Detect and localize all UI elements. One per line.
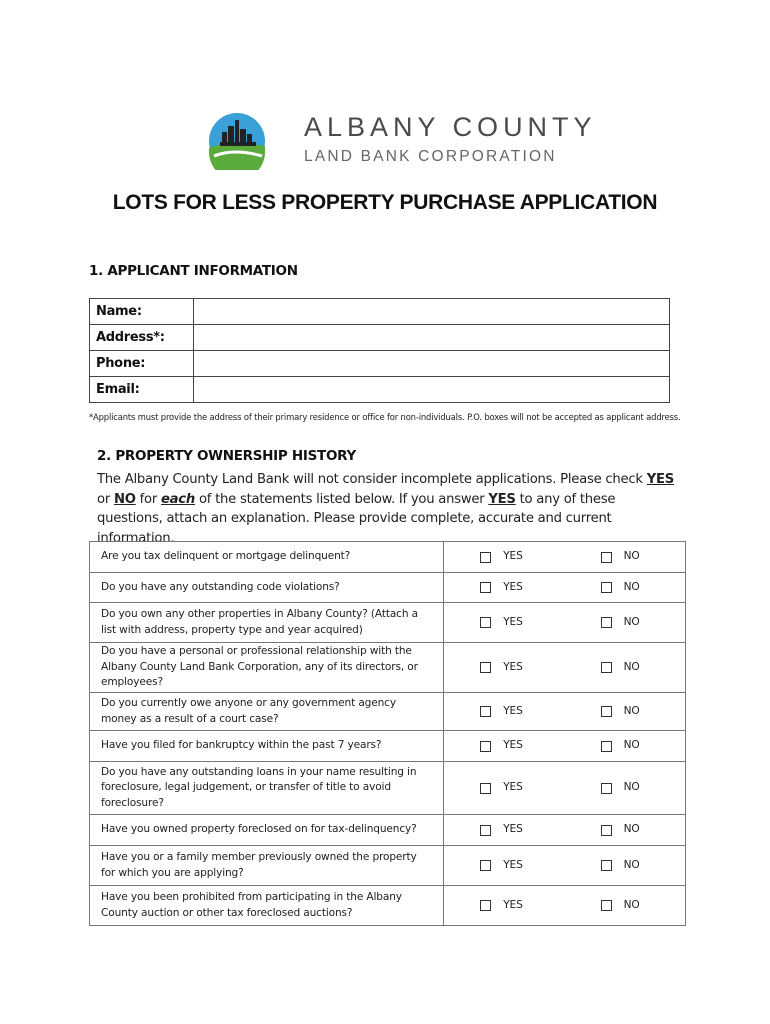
no-checkbox[interactable] bbox=[601, 582, 612, 593]
question-text: Do you have a personal or professional relationship with the Albany County Land Bank Corporation, any of its directors, or employees? bbox=[90, 643, 444, 693]
intro-text: to any of these questions, attach an explanation. Please provide complete, accurate and current information. bbox=[97, 491, 616, 546]
no-checkbox[interactable] bbox=[601, 706, 612, 717]
intro-text: or bbox=[97, 491, 114, 507]
section-2-intro bbox=[97, 470, 677, 548]
no-label: NO bbox=[623, 580, 640, 593]
no-option[interactable] bbox=[601, 858, 685, 874]
no-option-cell bbox=[565, 815, 686, 846]
yes-checkbox[interactable] bbox=[480, 783, 491, 794]
yes-option-cell bbox=[444, 693, 565, 731]
intro-each-emphasis: each bbox=[160, 491, 196, 507]
yes-option-cell bbox=[444, 762, 565, 815]
email-field[interactable] bbox=[194, 377, 670, 403]
field-row-phone bbox=[90, 351, 670, 377]
yes-option[interactable] bbox=[480, 822, 564, 838]
yes-option-cell bbox=[444, 573, 565, 603]
intro-text: The Albany County Land Bank will not consider incomplete applications. Please check bbox=[97, 472, 647, 487]
yes-checkbox[interactable] bbox=[480, 825, 491, 836]
question-text: Do you currently owe anyone or any government agency money as a result of a court case? bbox=[90, 693, 444, 731]
no-label: NO bbox=[623, 550, 640, 563]
no-checkbox[interactable] bbox=[601, 552, 612, 563]
yes-label: YES bbox=[503, 823, 523, 836]
intro-text: of the statements listed below. If you answer bbox=[195, 491, 489, 507]
no-checkbox[interactable] bbox=[601, 783, 612, 794]
page-title: LOTS FOR LESS PROPERTY PURCHASE APPLICATION bbox=[112, 191, 658, 214]
question-row bbox=[90, 603, 686, 643]
no-option[interactable] bbox=[601, 738, 685, 754]
no-label: NO bbox=[623, 660, 640, 673]
yes-label: YES bbox=[503, 704, 523, 717]
no-checkbox[interactable] bbox=[601, 825, 612, 836]
yes-option-cell bbox=[444, 542, 565, 573]
no-label: NO bbox=[623, 858, 640, 871]
no-option-cell bbox=[565, 542, 686, 573]
albany-county-land-bank-logo bbox=[208, 112, 597, 174]
section-1-heading: 1. APPLICANT INFORMATION bbox=[89, 263, 298, 279]
intro-text: for bbox=[135, 491, 161, 507]
no-option-cell bbox=[565, 643, 686, 693]
question-text: Do you own any other properties in Albany County? (Attach a list with address, property type and year acquired) bbox=[90, 603, 444, 643]
no-option-cell bbox=[565, 731, 686, 762]
question-text: Do you have any outstanding code violations? bbox=[90, 573, 444, 603]
no-option[interactable] bbox=[601, 822, 685, 838]
yes-label: YES bbox=[503, 739, 523, 752]
yes-checkbox[interactable] bbox=[480, 706, 491, 717]
logo-line-1: ALBANY COUNTY bbox=[304, 112, 597, 142]
yes-label: YES bbox=[503, 858, 523, 871]
question-row bbox=[90, 643, 686, 693]
no-option-cell bbox=[565, 846, 686, 886]
yes-option[interactable] bbox=[480, 549, 564, 565]
question-text: Have you been prohibited from participating in the Albany County auction or other tax foreclosed auctions? bbox=[90, 886, 444, 926]
applicant-info-table bbox=[89, 298, 670, 403]
yes-checkbox[interactable] bbox=[480, 582, 491, 593]
no-checkbox[interactable] bbox=[601, 741, 612, 752]
section-2-heading: 2. PROPERTY OWNERSHIP HISTORY bbox=[97, 448, 356, 464]
yes-checkbox[interactable] bbox=[480, 552, 491, 563]
yes-checkbox[interactable] bbox=[480, 900, 491, 911]
yes-option[interactable] bbox=[480, 898, 564, 914]
yes-option[interactable] bbox=[480, 615, 564, 631]
intro-no-emphasis: NO bbox=[113, 491, 136, 507]
no-option-cell bbox=[565, 693, 686, 731]
no-option[interactable] bbox=[601, 660, 685, 676]
no-checkbox[interactable] bbox=[601, 662, 612, 673]
no-checkbox[interactable] bbox=[601, 617, 612, 628]
field-row-name bbox=[90, 299, 670, 325]
yes-option[interactable] bbox=[480, 704, 564, 720]
question-text: Do you have any outstanding loans in your name resulting in foreclosure, legal judgement, or transfer of title to avoid foreclosure? bbox=[90, 762, 444, 815]
yes-checkbox[interactable] bbox=[480, 741, 491, 752]
intro-yes-emphasis: YES bbox=[646, 472, 675, 487]
yes-label: YES bbox=[503, 660, 523, 673]
question-text: Are you tax delinquent or mortgage delinquent? bbox=[90, 542, 444, 573]
yes-option-cell bbox=[444, 846, 565, 886]
question-row bbox=[90, 762, 686, 815]
yes-label: YES bbox=[503, 550, 523, 563]
yes-option-cell bbox=[444, 886, 565, 926]
no-option[interactable] bbox=[601, 704, 685, 720]
no-checkbox[interactable] bbox=[601, 900, 612, 911]
no-option[interactable] bbox=[601, 615, 685, 631]
no-option-cell bbox=[565, 886, 686, 926]
yes-label: YES bbox=[503, 781, 523, 794]
address-footnote: *Applicants must provide the address of their primary residence or office for non-individuals. P.O. boxes will not be accepted as applicant address. bbox=[89, 412, 681, 422]
no-label: NO bbox=[623, 898, 640, 911]
no-label: NO bbox=[623, 704, 640, 717]
ownership-questions-table bbox=[89, 541, 686, 926]
question-row bbox=[90, 886, 686, 926]
field-label: Name: bbox=[90, 299, 194, 325]
yes-checkbox[interactable] bbox=[480, 662, 491, 673]
yes-label: YES bbox=[503, 898, 523, 911]
no-option-cell bbox=[565, 762, 686, 815]
yes-option[interactable] bbox=[480, 660, 564, 676]
no-label: NO bbox=[623, 823, 640, 836]
no-option[interactable] bbox=[601, 580, 685, 596]
field-row-address bbox=[90, 325, 670, 351]
name-field[interactable] bbox=[194, 299, 670, 325]
land-bank-emblem-icon bbox=[208, 112, 266, 170]
yes-option-cell bbox=[444, 643, 565, 693]
question-text: Have you owned property foreclosed on for tax-delinquency? bbox=[90, 815, 444, 846]
field-label: Address*: bbox=[90, 325, 194, 351]
yes-option[interactable] bbox=[480, 738, 564, 754]
no-option-cell bbox=[565, 603, 686, 643]
intro-yes-emphasis: YES bbox=[488, 491, 516, 507]
no-option-cell bbox=[565, 573, 686, 603]
yes-label: YES bbox=[503, 580, 523, 593]
question-row bbox=[90, 693, 686, 731]
question-row bbox=[90, 573, 686, 603]
question-row bbox=[90, 731, 686, 762]
yes-option-cell bbox=[444, 731, 565, 762]
field-label: Phone: bbox=[90, 351, 194, 377]
question-text: Have you filed for bankruptcy within the past 7 years? bbox=[90, 731, 444, 762]
no-label: NO bbox=[623, 781, 640, 794]
no-label: NO bbox=[623, 739, 640, 752]
yes-option-cell bbox=[444, 815, 565, 846]
no-option[interactable] bbox=[601, 549, 685, 565]
phone-field[interactable] bbox=[194, 351, 670, 377]
yes-checkbox[interactable] bbox=[480, 860, 491, 871]
field-label: Email: bbox=[90, 377, 194, 403]
yes-option[interactable] bbox=[480, 580, 564, 596]
yes-option[interactable] bbox=[480, 858, 564, 874]
field-row-email bbox=[90, 377, 670, 403]
yes-label: YES bbox=[503, 615, 523, 628]
no-label: NO bbox=[623, 615, 640, 628]
no-option[interactable] bbox=[601, 898, 685, 914]
address-field[interactable] bbox=[194, 325, 670, 351]
no-option[interactable] bbox=[601, 780, 685, 796]
yes-checkbox[interactable] bbox=[480, 617, 491, 628]
no-checkbox[interactable] bbox=[601, 860, 612, 871]
question-text: Have you or a family member previously owned the property for which you are applying? bbox=[90, 846, 444, 886]
yes-option-cell bbox=[444, 603, 565, 643]
question-row bbox=[90, 542, 686, 573]
question-row bbox=[90, 815, 686, 846]
yes-option[interactable] bbox=[480, 780, 564, 796]
logo-line-2: LAND BANK CORPORATION bbox=[304, 148, 557, 165]
question-row bbox=[90, 846, 686, 886]
